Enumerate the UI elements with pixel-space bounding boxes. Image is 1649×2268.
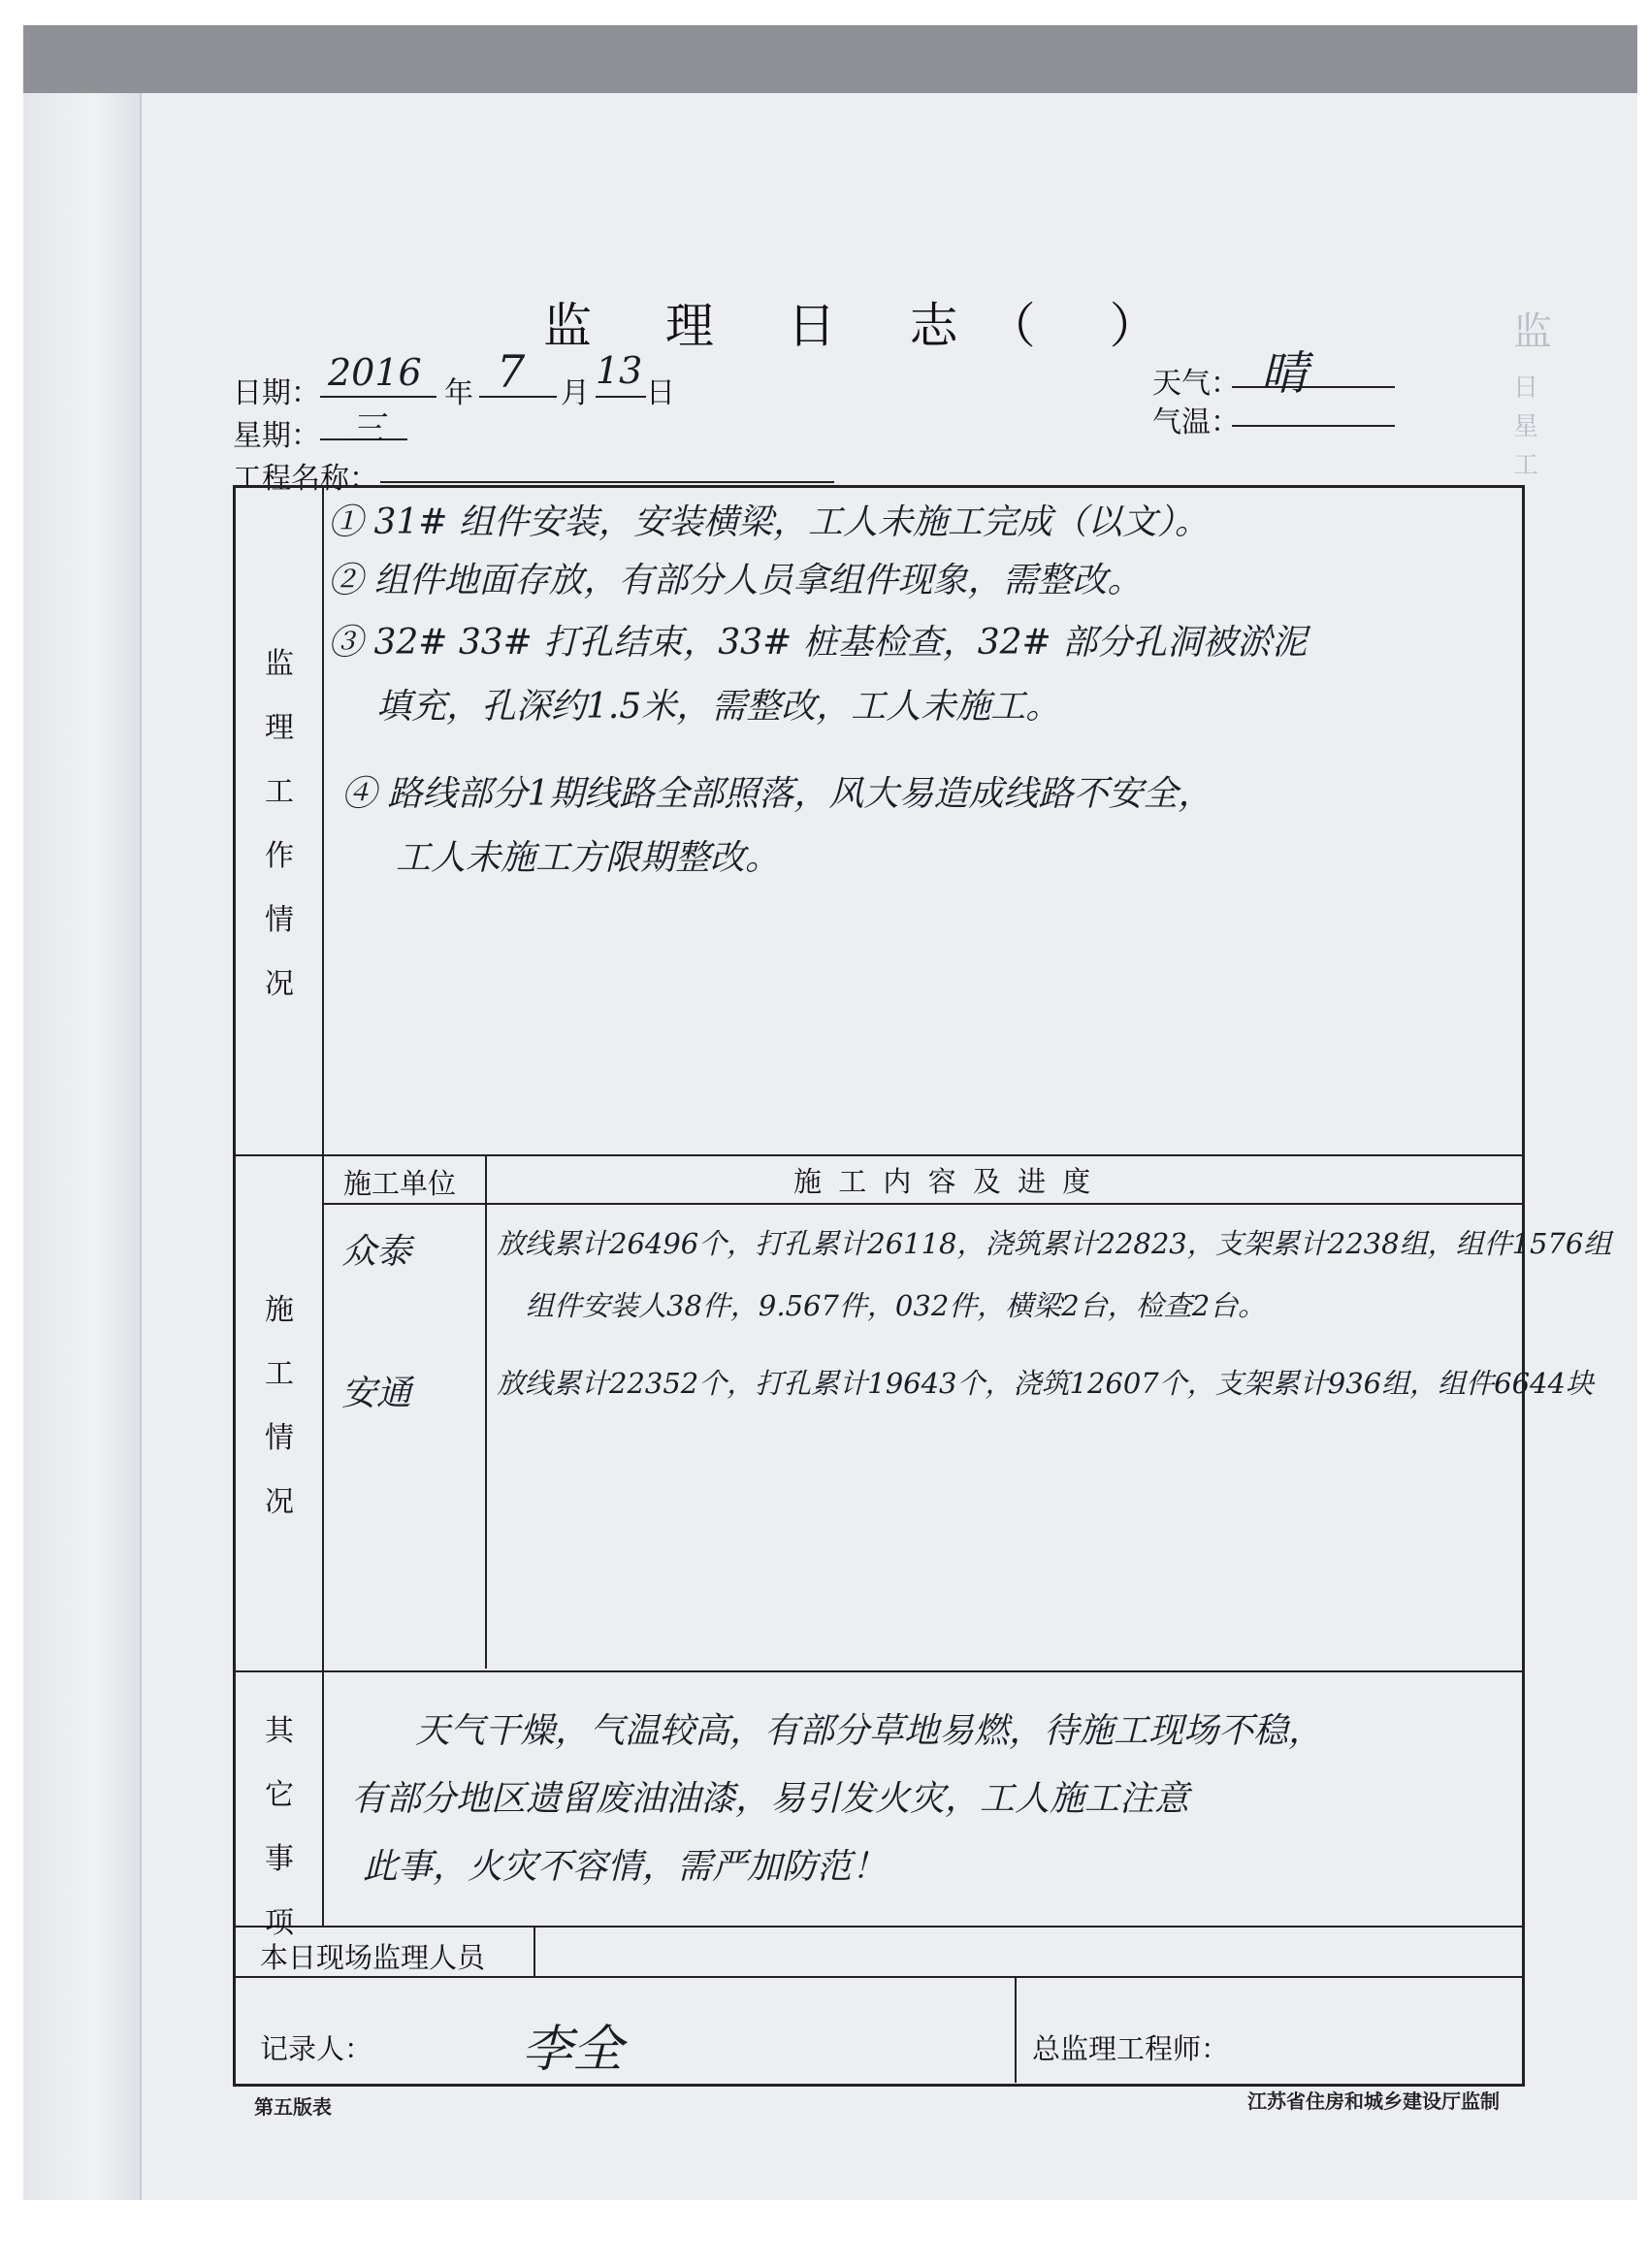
day-label: 日 bbox=[646, 376, 675, 410]
other-entry-line: 此事，火灾不容情，需严加防范！ bbox=[363, 1847, 888, 1887]
section-divider bbox=[233, 1670, 1522, 1672]
construction-progress-line: 放线累计22352个，打孔累计19643个，浇筑12607个，支架累计936组，组件6644块 bbox=[497, 1367, 1594, 1400]
section-divider bbox=[233, 1154, 1522, 1156]
weekday-label: 星期： bbox=[233, 419, 320, 453]
construction-unit: 众泰 bbox=[341, 1232, 412, 1272]
bleed-through-mark: 监 bbox=[1513, 309, 1552, 354]
work-entry-line: 工人未施工方限期整改。 bbox=[396, 838, 781, 878]
scan-dark-edge bbox=[23, 25, 1637, 95]
work-entry-line: ② 组件地面存放，有部分人员拿组件现象，需整改。 bbox=[328, 561, 1143, 600]
recorder-label: 记录人： bbox=[260, 2032, 373, 2065]
construction-progress-line: 组件安装人38件，9.567件，032件，横梁2台，检查2台。 bbox=[526, 1289, 1267, 1322]
content-column-header: 施 工 内 容 及 进 度 bbox=[793, 1165, 1095, 1198]
construction-progress-line: 放线累计26496个，打孔累计26118，浇筑累计22823，支架累计2238组，组件1576组 bbox=[497, 1227, 1612, 1260]
work-entry-line: ④ 路线部分1期线路全部照落，风大易造成线路不安全， bbox=[341, 774, 1213, 814]
work-entry-line: 填充，孔深约1.5米，需整改，工人未施工。 bbox=[376, 687, 1061, 727]
supervisors-divider bbox=[534, 1926, 535, 1976]
month-value: 7 bbox=[497, 345, 526, 398]
other-section-label: 其 它 事 项 bbox=[265, 1714, 294, 1940]
on-site-supervisors-label: 本日现场监理人员 bbox=[260, 1941, 486, 1974]
project-name-label: 工程名称： bbox=[233, 462, 378, 496]
weather-label: 天气： bbox=[1152, 367, 1240, 401]
weather-underline bbox=[1232, 386, 1395, 388]
section-divider bbox=[233, 1926, 1522, 1928]
section-divider bbox=[233, 1976, 1522, 1978]
other-entry-line: 有部分地区遗留废油油漆，易引发火灾，工人施工注意 bbox=[351, 1779, 1190, 1819]
scan-white-edge bbox=[23, 2200, 1637, 2258]
day-value: 13 bbox=[596, 349, 643, 392]
construction-unit: 安通 bbox=[341, 1374, 412, 1413]
recorder-signature: 李全 bbox=[522, 2021, 624, 2079]
construction-header-divider bbox=[322, 1203, 1522, 1205]
construction-section-label: 施 工 情 况 bbox=[265, 1293, 294, 1519]
work-section-label: 监 理 工 作 情 况 bbox=[265, 647, 294, 1001]
temperature-underline bbox=[1232, 425, 1395, 427]
weather-value: 晴 bbox=[1261, 346, 1309, 401]
other-entry-line: 天气干燥，气温较高，有部分草地易燃，待施工现场不稳， bbox=[415, 1711, 1324, 1751]
bleed-through-mark: 日 星 工 bbox=[1513, 373, 1539, 480]
work-entry-line: ① 31# 组件安装，安装横梁，工人未施工完成（以文）。 bbox=[328, 502, 1210, 542]
day-underline bbox=[596, 396, 646, 398]
year-value: 2016 bbox=[328, 351, 422, 394]
weekday-value: 三 bbox=[349, 409, 385, 449]
signature-divider bbox=[1015, 1976, 1017, 2083]
project-name-underline bbox=[380, 481, 834, 483]
chief-engineer-label: 总监理工程师： bbox=[1032, 2032, 1230, 2065]
previous-page-edge bbox=[23, 93, 142, 2204]
temperature-label: 气温： bbox=[1152, 405, 1240, 439]
month-label: 月 bbox=[561, 376, 590, 410]
issuer: 江苏省住房和城乡建设厅监制 bbox=[1247, 2090, 1500, 2113]
work-entry-line: ③ 32# 33# 打孔结束，33# 桩基检查，32# 部分孔洞被淤泥 bbox=[328, 623, 1308, 663]
form-version: 第五版表 bbox=[254, 2095, 332, 2119]
page-title: 监 理 日 志（ ） bbox=[543, 298, 1187, 354]
year-label: 年 bbox=[444, 376, 473, 410]
unit-column-header: 施工单位 bbox=[343, 1167, 457, 1200]
unit-column-divider bbox=[485, 1154, 487, 1669]
date-label: 日期： bbox=[233, 376, 320, 410]
year-underline bbox=[320, 396, 436, 398]
